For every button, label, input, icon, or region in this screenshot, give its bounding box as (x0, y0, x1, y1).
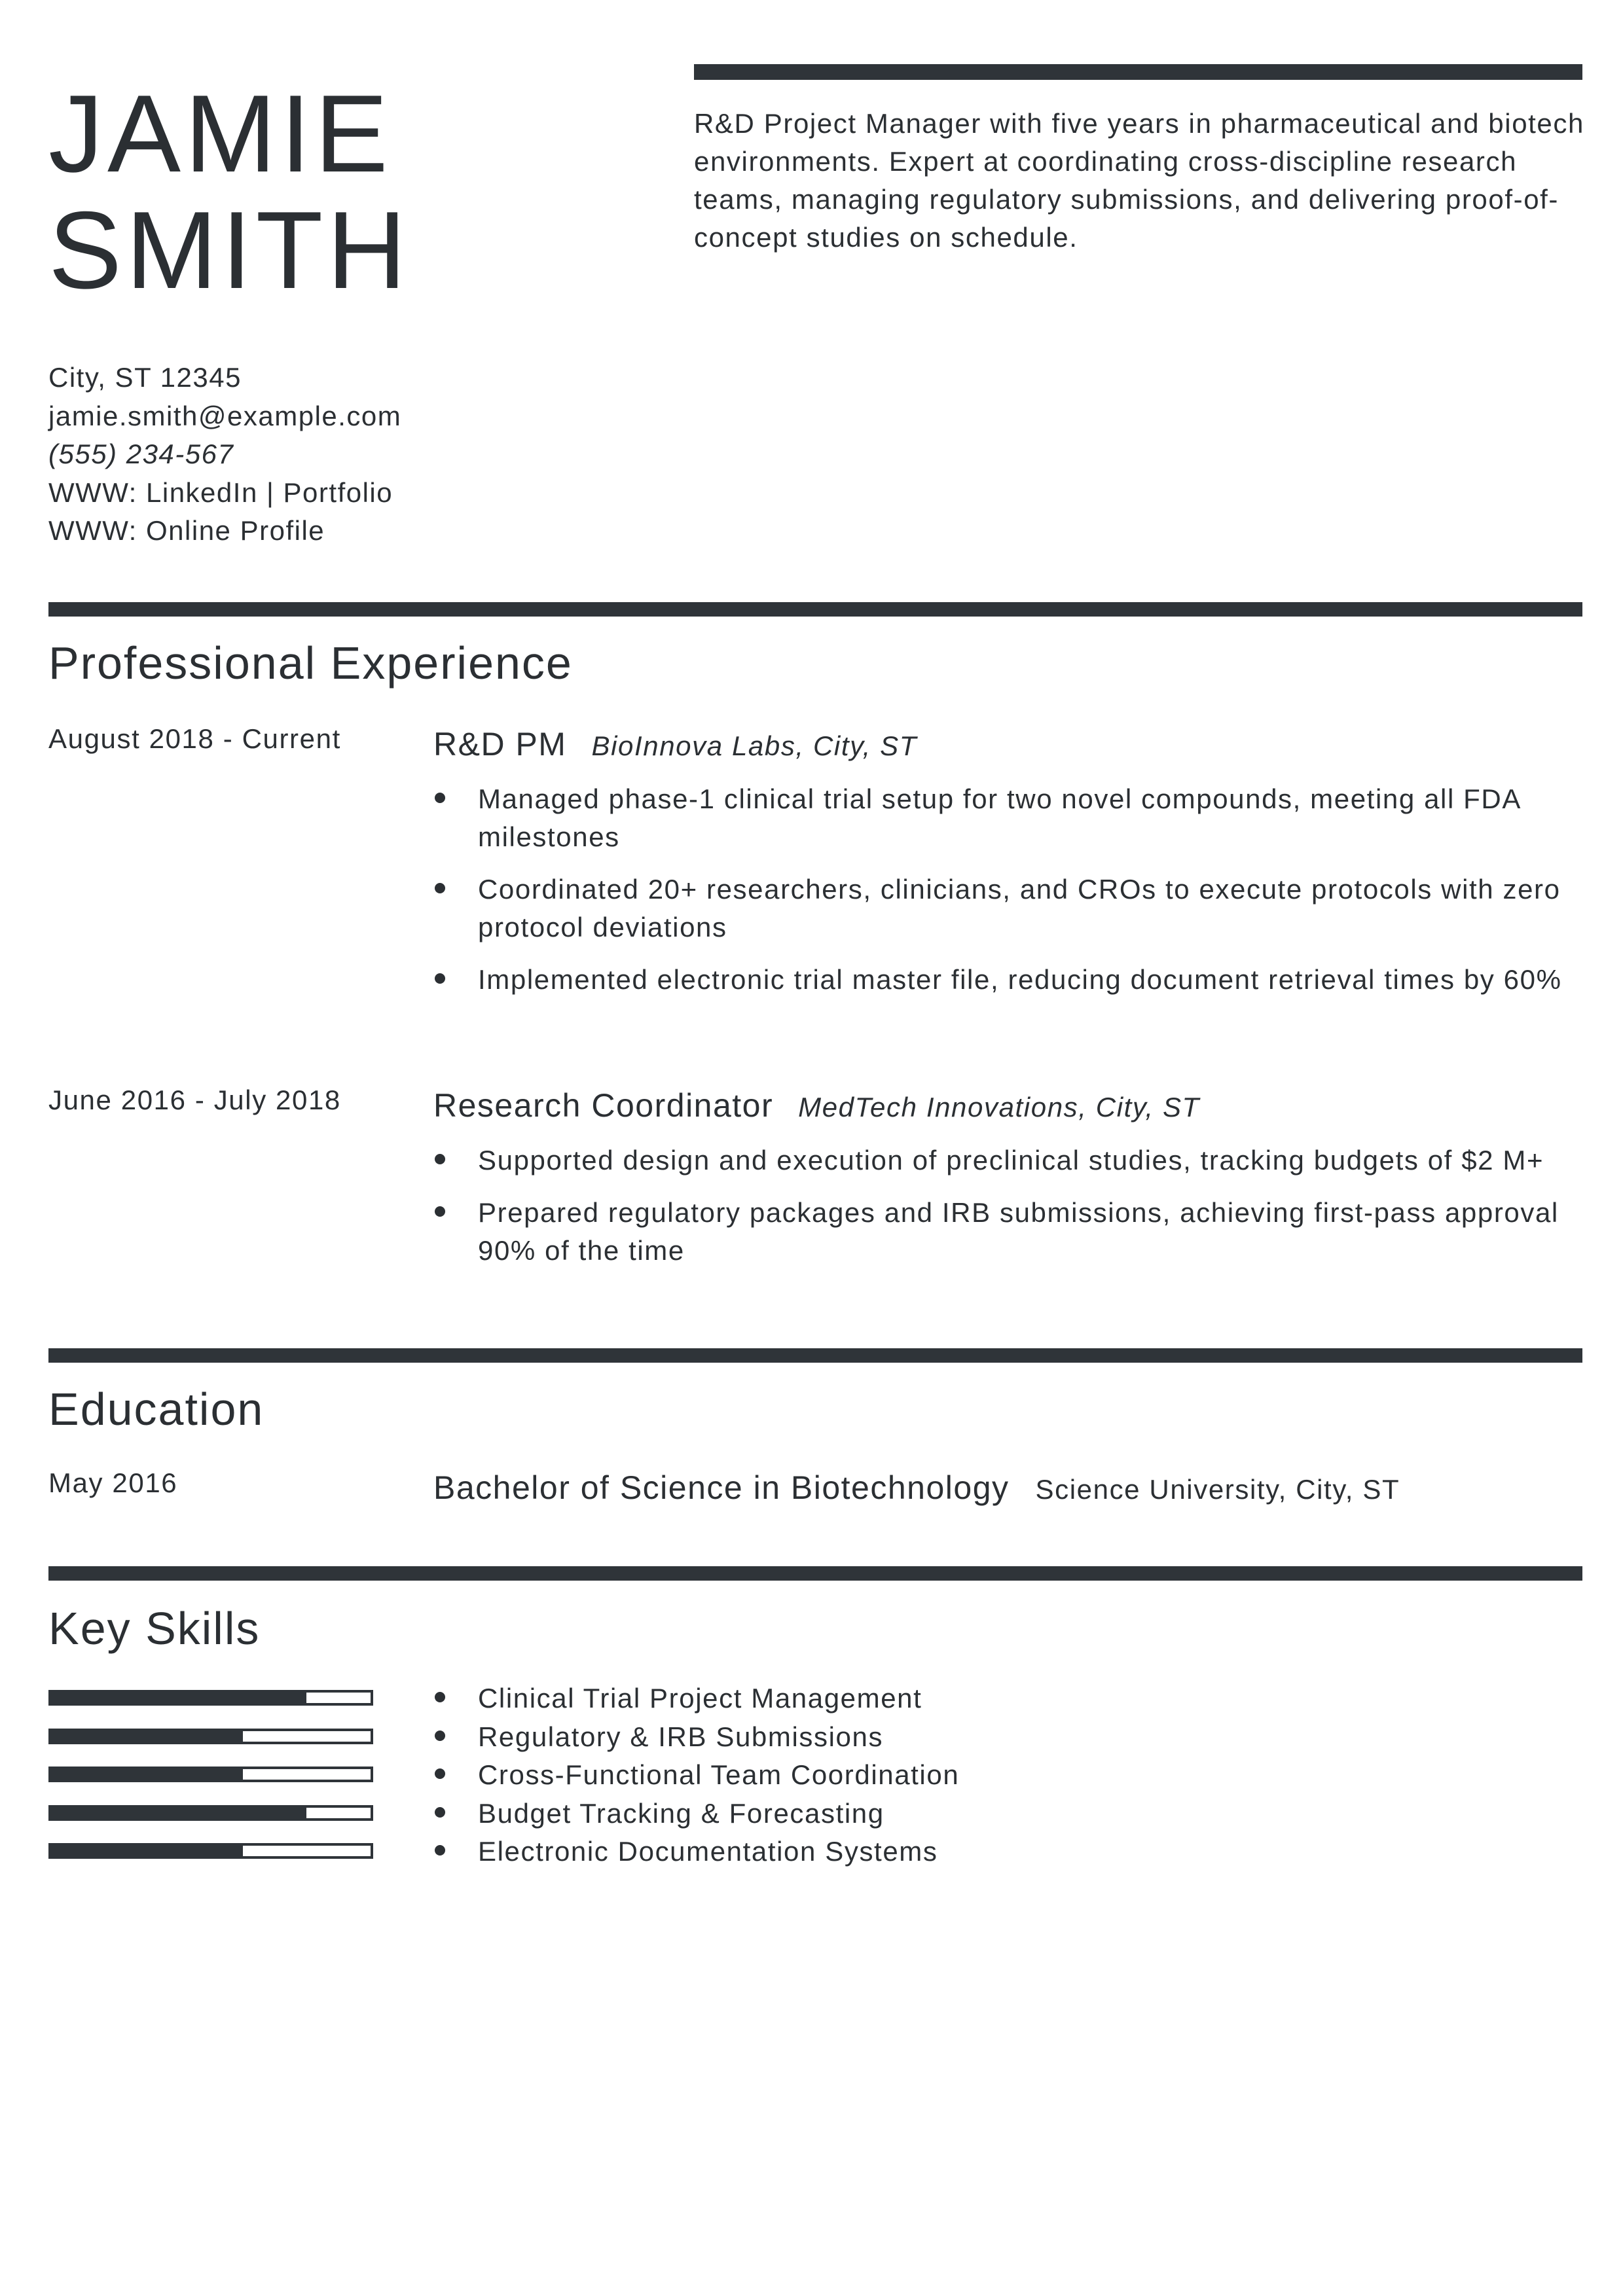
job-1-role: R&D PM (433, 726, 567, 762)
job-2-header (433, 1089, 1200, 1122)
first-name: JAMIE (48, 72, 392, 195)
education-degree: Bachelor of Science in Biotechnology (433, 1469, 1010, 1506)
skill-level-bar (48, 1767, 373, 1782)
list-item: Coordinated 20+ researchers, clinicians, and CROs to execute protocols with zero protocol deviations (433, 870, 1576, 946)
contact-online-profile[interactable]: WWW: Online Profile (48, 515, 325, 546)
job-1-dates: August 2018 - Current (48, 723, 341, 754)
bullet-dot-icon (435, 1845, 445, 1856)
job-2-bullets (433, 1141, 1576, 1284)
job-2-dates: June 2016 - July 2018 (48, 1085, 341, 1115)
education-divider-bar (48, 1348, 1582, 1363)
skill-level-fill (51, 1846, 243, 1856)
contact-links[interactable]: WWW: LinkedIn | Portfolio (48, 476, 393, 508)
contact-block (48, 359, 401, 550)
bullet-dot-icon (435, 793, 445, 803)
professional-summary: R&D Project Manager with five years in pharmaceutical and biotech environments. Expert at coordinating cross-discipline research teams, managing regulatory submissions, and delivering proof-of-concept studies on schedule. (694, 108, 1584, 253)
list-item: Clinical Trial Project Management (433, 1679, 959, 1718)
list-item: Supported design and execution of preclinical studies, tracking budgets of $2 M+ (433, 1141, 1576, 1179)
bullet-dot-icon (435, 1731, 445, 1741)
education-school: Science University, City, ST (1035, 1474, 1400, 1505)
last-name: SMITH (48, 188, 410, 312)
skill-level-fill (51, 1693, 306, 1703)
skills-list (433, 1679, 959, 1871)
skill-level-bar (48, 1729, 373, 1744)
job-2-role: Research Coordinator (433, 1087, 774, 1124)
job-2-company: MedTech Innovations, City, ST (798, 1092, 1200, 1122)
list-item: Electronic Documentation Systems (433, 1833, 959, 1871)
education-entry (433, 1471, 1400, 1504)
bullet-dot-icon (435, 1768, 445, 1779)
list-item: Implemented electronic trial master file, reducing document retrieval times by 60% (433, 961, 1576, 999)
skill-level-fill (51, 1808, 306, 1818)
skills-section-title: Key Skills (48, 1603, 261, 1654)
header-divider-bar (694, 64, 1582, 80)
skills-divider-bar (48, 1566, 1582, 1581)
skill-level-fill (51, 1769, 243, 1780)
job-1-bullets (433, 780, 1576, 1013)
list-item: Budget Tracking & Forecasting (433, 1795, 959, 1833)
job-1-header (433, 728, 917, 761)
bullet-dot-icon (435, 1154, 445, 1164)
list-item: Managed phase-1 clinical trial setup for two novel compounds, meeting all FDA milestones (433, 780, 1576, 856)
skill-level-bar (48, 1843, 373, 1859)
list-item: Cross-Functional Team Coordination (433, 1756, 959, 1795)
experience-section-title: Professional Experience (48, 637, 573, 689)
education-date: May 2016 (48, 1467, 178, 1498)
contact-email[interactable]: jamie.smith@example.com (48, 400, 402, 431)
bullet-dot-icon (435, 1206, 445, 1217)
bullet-dot-icon (435, 1807, 445, 1818)
experience-divider-bar (48, 602, 1582, 617)
bullet-dot-icon (435, 883, 445, 893)
bullet-dot-icon (435, 1692, 445, 1702)
contact-phone: (555) 234-567 (48, 439, 234, 469)
skill-level-bar (48, 1690, 373, 1706)
education-section-title: Education (48, 1384, 264, 1435)
contact-address: City, ST 12345 (48, 362, 242, 393)
job-1-company: BioInnova Labs, City, ST (591, 730, 917, 761)
list-item: Prepared regulatory packages and IRB submissions, achieving first-pass approval 90% of the time (433, 1194, 1576, 1270)
skill-level-fill (51, 1731, 243, 1742)
skill-level-bar (48, 1805, 373, 1821)
list-item: Regulatory & IRB Submissions (433, 1718, 959, 1757)
bullet-dot-icon (435, 973, 445, 984)
